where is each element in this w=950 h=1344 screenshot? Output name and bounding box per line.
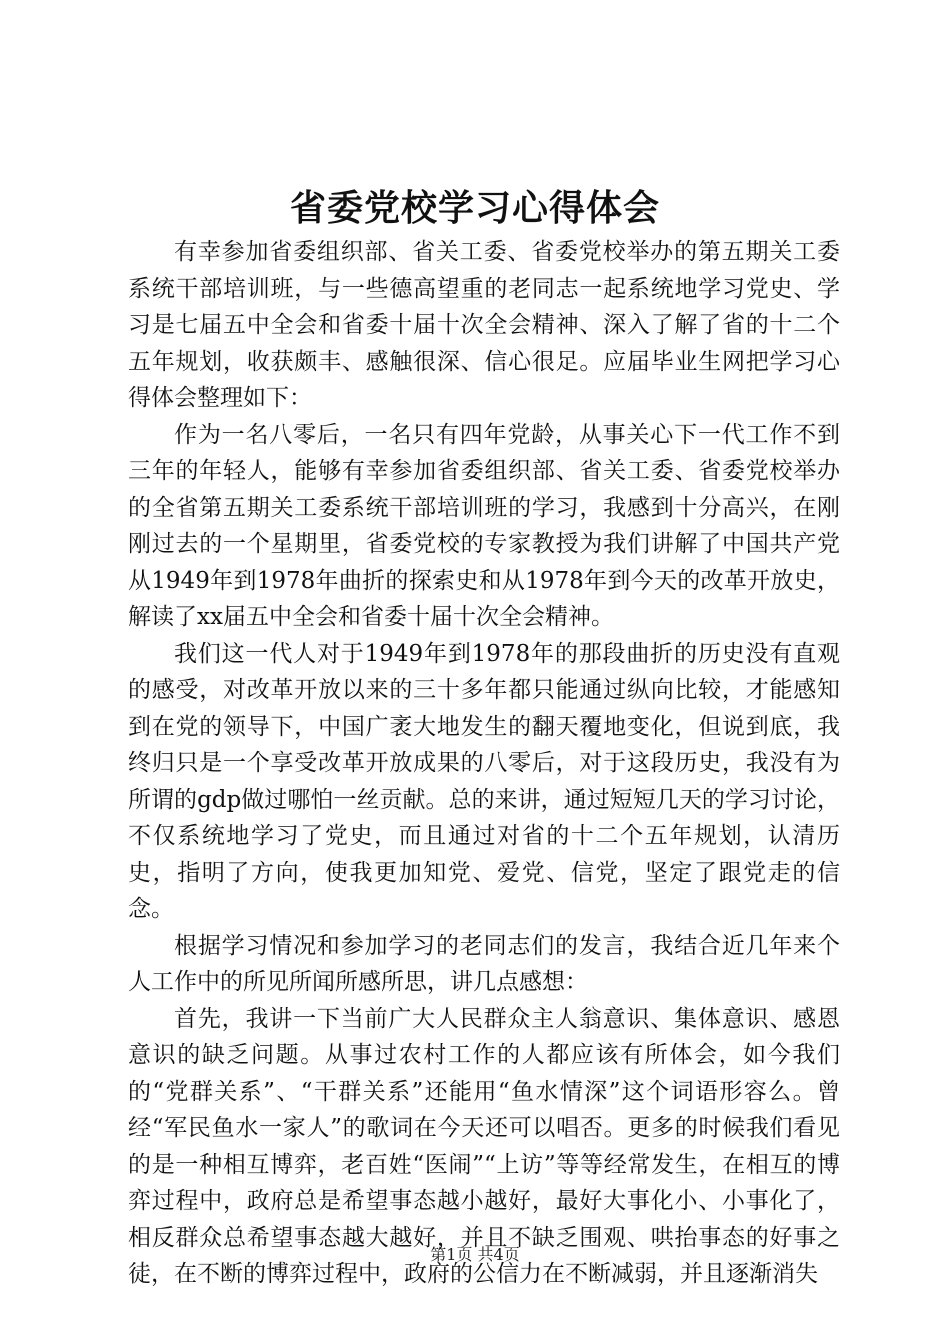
paragraph: 我们这一代人对于1949年到1978年的那段曲折的历史没有直观的感受，对改革开放以来的三十多年都只能通过纵向比较，才能感知到在党的领导下，中国广袤大地发生的翻天覆地变化，但说到底，我终归只是一个享受改革开放成果的八零后，对于这段历史，我没有为所谓的gdp做过哪怕一丝贡献。总的来讲，通过短短几天的学习讨论，不仅系统地学习了党史，而且通过对省的十二个五年规划，认清历史，指明了方向，使我更加知党、爱党、信党，坚定了跟党走的信念。 xyxy=(128,640,840,922)
paragraph: 作为一名八零后，一名只有四年党龄，从事关心下一代工作不到三年的年轻人，能够有幸参加省委组织部、省关工委、省委党校举办的全省第五期关工委系统干部培训班的学习，我感到十分高兴，在刚刚过去的一个星期里，省委党校的专家教授为我们讲解了中国共产党从1949年到1978年曲折的探索史和从1978年到今天的改革开放史，解读了xx届五中全会和省委十届十次全会精神。 xyxy=(128,421,840,630)
page-number-footer: 第1页 共4页 xyxy=(430,1245,520,1264)
document-title: 省委党校学习心得体会 xyxy=(289,187,660,229)
document-body xyxy=(128,234,840,1293)
paragraph: 根据学习情况和参加学习的老同志们的发言，我结合近几年来个人工作中的所见所闻所感所思，讲几点感想： xyxy=(128,932,840,995)
paragraph: 有幸参加省委组织部、省关工委、省委党校举办的第五期关工委系统干部培训班，与一些德高望重的老同志一起系统地学习党史、学习是七届五中全会和省委十届十次全会精神、深入了解了省的十二个五年规划，收获颇丰、感触很深、信心很足。应届毕业生网把学习心得体会整理如下： xyxy=(128,239,840,411)
paragraph: 首先，我讲一下当前广大人民群众主人翁意识、集体意识、感恩意识的缺乏问题。从事过农村工作的人都应该有所体会，如今我们的“党群关系”、“干群关系”还能用“鱼水情深”这个词语形容么。曾经“军民鱼水一家人”的歌词在今天还可以唱否。更多的时候我们看见的是一种相互博弈，老百姓“医闹”“上访”等等经常发生，在相互的博弈过程中，政府总是希望事态越小越好，最好大事化小、小事化了，相反群众总希望事态越大越好，并且不缺乏围观、哄抬事态的好事之徒，在不断的博弈过程中，政府的公信力在不断减弱，并且逐渐消失 xyxy=(128,1005,840,1287)
